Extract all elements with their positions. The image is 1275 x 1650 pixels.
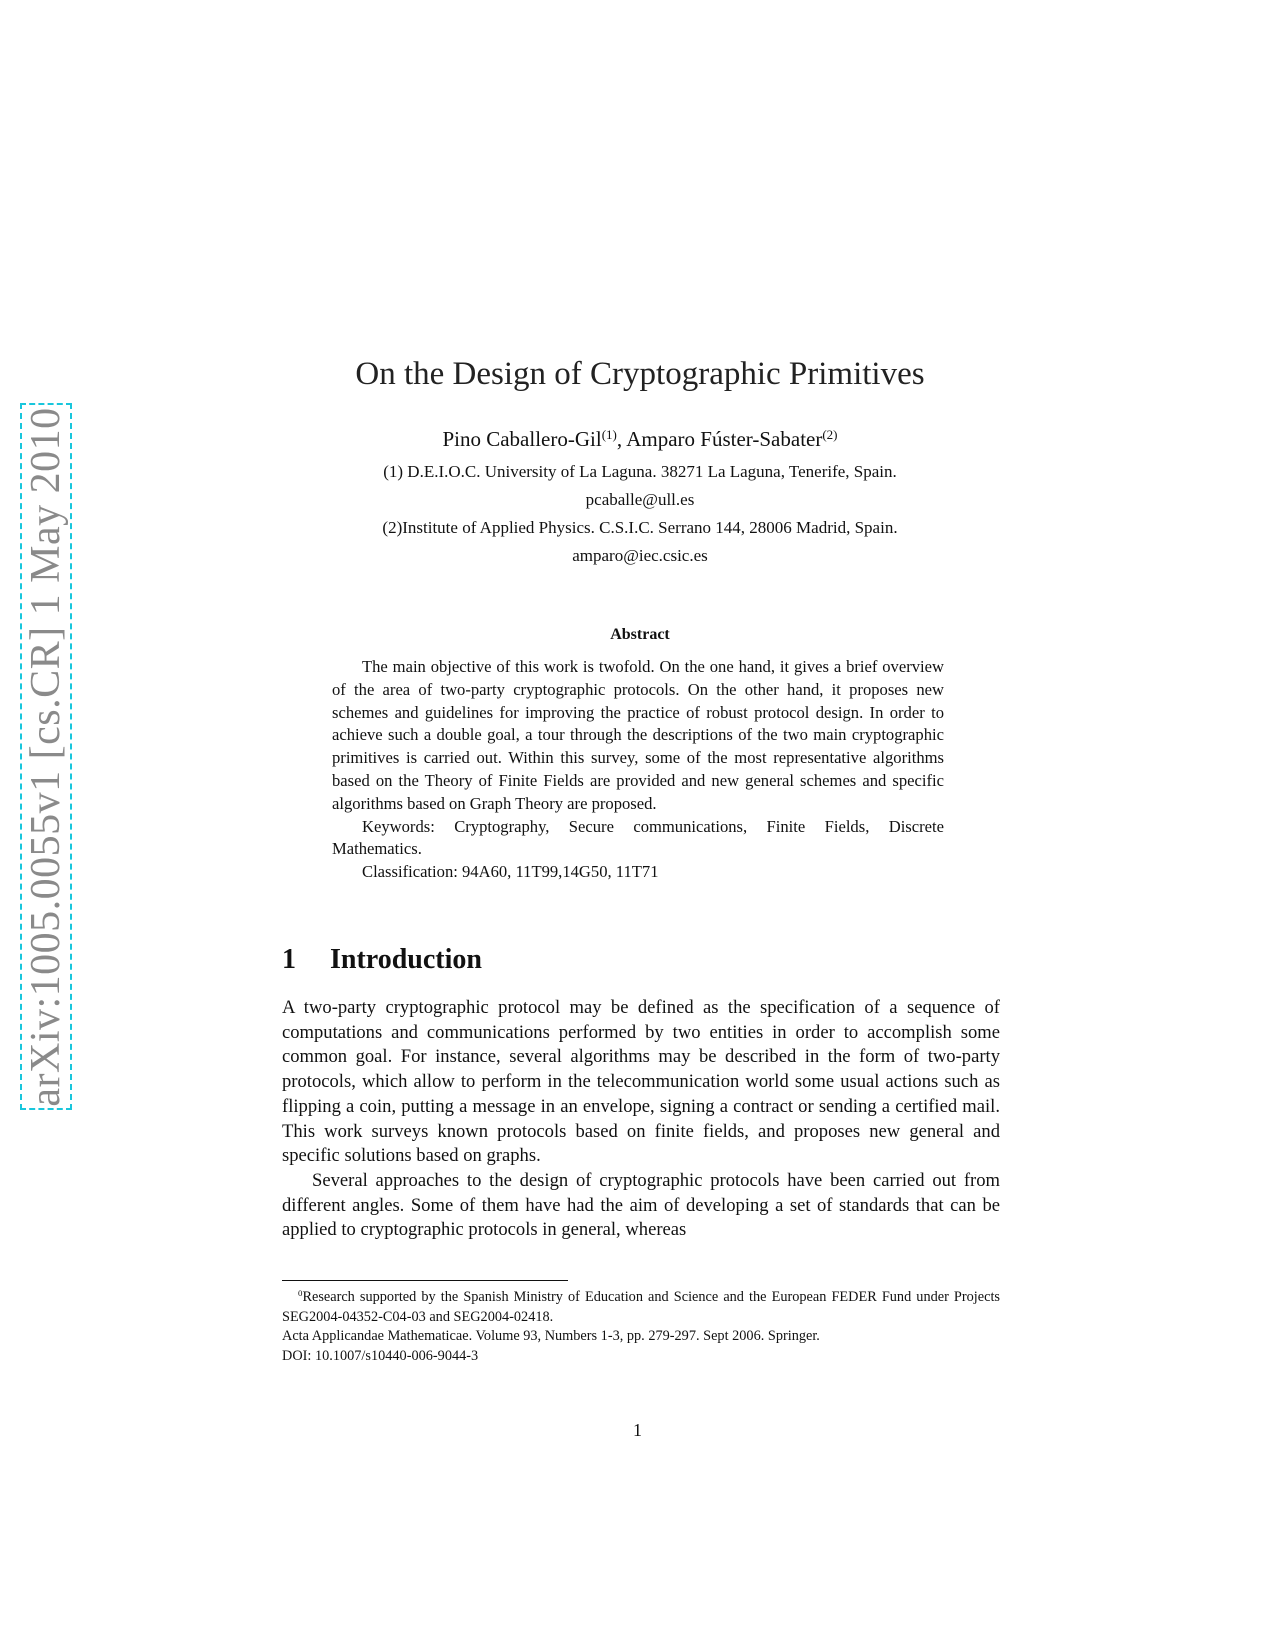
classification: Classification: 94A60, 11T99,14G50, 11T71 (362, 862, 659, 882)
author-separator: , (616, 427, 627, 451)
author-1: Pino Caballero-Gil (442, 427, 602, 451)
section-number: 1 (282, 944, 296, 975)
email-2[interactable]: amparo@iec.csic.es (572, 546, 708, 565)
abstract-heading: Abstract (610, 626, 670, 643)
body-paragraph-1: A two-party cryptographic protocol may be defined as the specification of a sequence of computations and communications performed by two entities in order to accomplish some common goal. For instance, several algorithms may be described in the form of two-party protocols, which allow to perform in the telecommunication world some usual actions such as flipping a coin, putting a message in an envelope, signing a contract or sending a certified mail. This work surveys known protocols based on finite fields, and proposes new general and specific solutions based on graphs. (282, 997, 1000, 1167)
body-paragraph-2: Several approaches to the design of cryptographic protocols have been carried out from different angles. Some of them have had the aim of developing a set of standards that can be applied to cryptographic protocols in general, whereas (282, 1169, 1000, 1241)
abstract-paragraph: The main objective of this work is twofold. On the one hand, it gives a brief overview of the area of two-party cryptographic protocols. On the other hand, it proposes new schemes and guidelines for improving the practice of robust protocol design. In order to achieve such a double goal, a tour through the descriptions of the two main cryptographic primitives is carried out. Within this survey, some of the most representative algorithms based on the Theory of Finite Fields are provided and new general schemes and specific algorithms based on Graph Theory are proposed. (332, 657, 944, 813)
arxiv-stamp (20, 403, 72, 1110)
author-2-mark: (2) (822, 426, 838, 442)
footnote-publication: Acta Applicandae Mathematicae. Volume 93, Numbers 1-3, pp. 279-297. Sept 2006. Springer. (282, 1328, 820, 1344)
section-title: Introduction (330, 944, 482, 975)
affiliation-2: (2)Institute of Applied Physics. C.S.I.C. Serrano 144, 28006 Madrid, Spain. (382, 518, 898, 537)
paper-title: On the Design of Cryptographic Primitives (355, 356, 925, 392)
footnote-mark: 0 (298, 1288, 303, 1299)
footnote-doi: DOI: 10.1007/s10440-006-9044-3 (282, 1347, 479, 1364)
footnote-funding: $^0$Research supported by the Spanish Ministry of Education and Science and the European FEDER Fund under Projects SEG2004-04352-C04-03 and SEG2004-02418. (282, 1288, 1000, 1325)
author-2: Amparo Fúster-Sabater (626, 427, 823, 451)
author-1-mark: (1) (601, 426, 617, 442)
abstract-body (332, 656, 944, 884)
keywords: Keywords: Cryptography, Secure communications, Finite Fields, Discrete Mathematics. (332, 816, 944, 859)
footnotes (282, 1288, 1000, 1366)
section-heading (282, 944, 482, 976)
authors-line (280, 427, 1000, 452)
arxiv-stamp-text: arXiv:1005.0055v1 [cs.CR] 1 May 2010 (23, 406, 69, 1107)
email-1[interactable]: pcaballe@ull.es (585, 490, 695, 509)
affiliation-1: (1) D.E.I.O.C. University of La Laguna. 38271 La Laguna, Tenerife, Spain. (383, 462, 897, 481)
footnote-rule (282, 1280, 568, 1281)
section-body (282, 996, 1000, 1243)
page-number: 1 (633, 1420, 642, 1440)
